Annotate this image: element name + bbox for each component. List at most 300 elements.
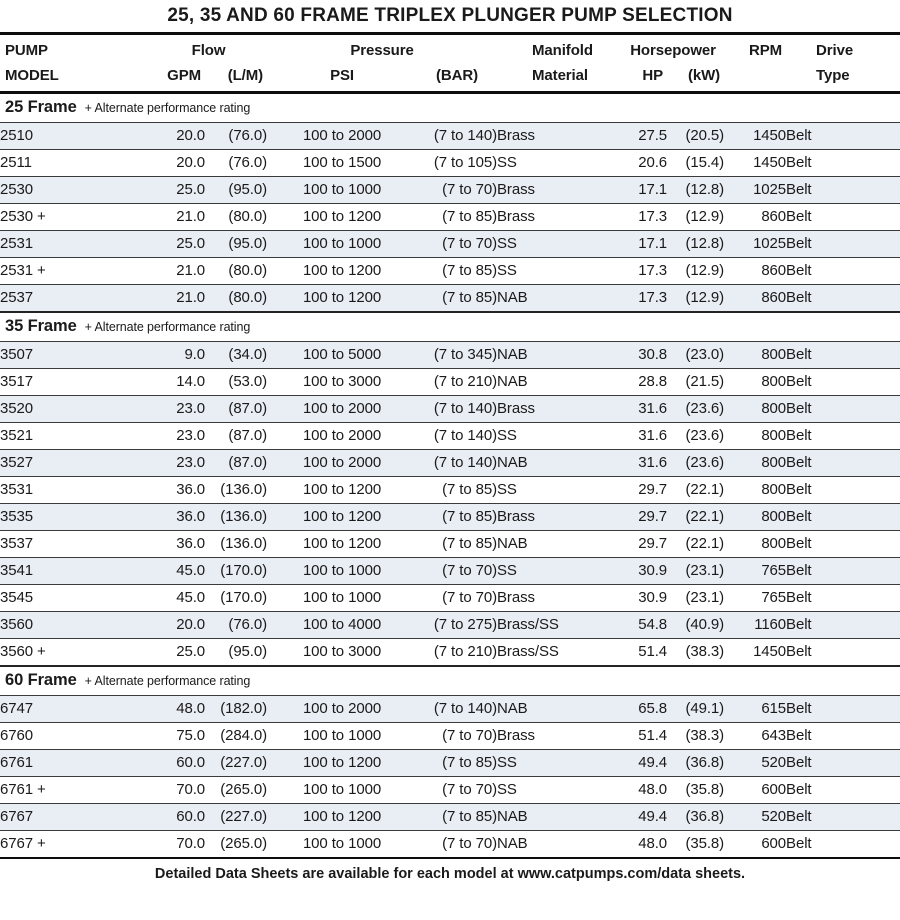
cell-horsepower-kw: (22.1) bbox=[667, 477, 724, 504]
cell-pressure-bar: (7 to 275) bbox=[417, 612, 497, 639]
cell-flow-lm: (136.0) bbox=[205, 531, 267, 558]
cell-flow-lm: (87.0) bbox=[205, 396, 267, 423]
cell-flow-gpm: 20.0 bbox=[150, 612, 205, 639]
cell-horsepower-hp: 30.9 bbox=[622, 585, 667, 612]
cell-drive-type: Belt bbox=[786, 804, 900, 831]
page-title: 25, 35 AND 60 FRAME TRIPLEX PLUNGER PUMP SELECTION bbox=[167, 5, 733, 26]
cell-model: 6760 bbox=[0, 723, 150, 750]
cell-pressure-psi: 100 to 1000 bbox=[267, 177, 417, 204]
cell-pressure-bar: (7 to 140) bbox=[417, 423, 497, 450]
cell-flow-gpm: 75.0 bbox=[150, 723, 205, 750]
cell-horsepower-kw: (38.3) bbox=[667, 723, 724, 750]
cell-horsepower-hp: 51.4 bbox=[622, 639, 667, 667]
table-row bbox=[0, 723, 900, 750]
footer-note: Detailed Data Sheets are available for each model at www.catpumps.com/data sheets. bbox=[154, 866, 746, 882]
cell-model: 3527 bbox=[0, 450, 150, 477]
cell-horsepower-kw: (12.8) bbox=[667, 231, 724, 258]
cell-flow-gpm: 20.0 bbox=[150, 150, 205, 177]
cell-manifold-material: Brass bbox=[497, 177, 622, 204]
cell-horsepower-kw: (40.9) bbox=[667, 612, 724, 639]
cell-manifold-material: Brass bbox=[497, 723, 622, 750]
cell-manifold-material: Brass bbox=[497, 396, 622, 423]
cell-horsepower-hp: 29.7 bbox=[622, 504, 667, 531]
table-row bbox=[0, 342, 900, 369]
table-row bbox=[0, 558, 900, 585]
header-hp: HP bbox=[642, 67, 664, 84]
header-pressure: Pressure bbox=[350, 42, 414, 59]
cell-flow-gpm: 36.0 bbox=[150, 504, 205, 531]
cell-horsepower-kw: (12.8) bbox=[667, 177, 724, 204]
cell-manifold-material: SS bbox=[497, 258, 622, 285]
cell-flow-gpm: 25.0 bbox=[150, 177, 205, 204]
cell-pressure-bar: (7 to 210) bbox=[417, 639, 497, 667]
cell-rpm: 800 bbox=[724, 369, 786, 396]
cell-rpm: 1025 bbox=[724, 177, 786, 204]
cell-rpm: 600 bbox=[724, 777, 786, 804]
cell-horsepower-kw: (23.0) bbox=[667, 342, 724, 369]
cell-flow-lm: (80.0) bbox=[205, 204, 267, 231]
cell-rpm: 1450 bbox=[724, 639, 786, 667]
cell-manifold-material: NAB bbox=[497, 831, 622, 859]
cell-model: 2531 + bbox=[0, 258, 150, 285]
cell-drive-type: Belt bbox=[786, 777, 900, 804]
cell-pressure-bar: (7 to 140) bbox=[417, 696, 497, 723]
cell-pressure-psi: 100 to 2000 bbox=[267, 396, 417, 423]
table-row bbox=[0, 369, 900, 396]
cell-horsepower-hp: 27.5 bbox=[622, 123, 667, 150]
cell-flow-gpm: 60.0 bbox=[150, 750, 205, 777]
cell-horsepower-kw: (23.6) bbox=[667, 423, 724, 450]
cell-manifold-material: SS bbox=[497, 777, 622, 804]
table-row bbox=[0, 750, 900, 777]
cell-horsepower-hp: 49.4 bbox=[622, 750, 667, 777]
cell-drive-type: Belt bbox=[786, 450, 900, 477]
cell-manifold-material: SS bbox=[497, 558, 622, 585]
cell-flow-gpm: 9.0 bbox=[150, 342, 205, 369]
cell-pressure-psi: 100 to 1000 bbox=[267, 231, 417, 258]
cell-flow-lm: (76.0) bbox=[205, 150, 267, 177]
cell-horsepower-hp: 48.0 bbox=[622, 777, 667, 804]
table-row bbox=[0, 423, 900, 450]
cell-model: 3541 bbox=[0, 558, 150, 585]
cell-flow-lm: (284.0) bbox=[205, 723, 267, 750]
cell-pressure-psi: 100 to 1000 bbox=[267, 585, 417, 612]
cell-drive-type: Belt bbox=[786, 369, 900, 396]
cell-pressure-psi: 100 to 3000 bbox=[267, 369, 417, 396]
cell-drive-type: Belt bbox=[786, 477, 900, 504]
cell-horsepower-hp: 30.9 bbox=[622, 558, 667, 585]
cell-manifold-material: Brass bbox=[497, 504, 622, 531]
cell-flow-gpm: 21.0 bbox=[150, 258, 205, 285]
cell-horsepower-hp: 31.6 bbox=[622, 423, 667, 450]
cell-flow-gpm: 25.0 bbox=[150, 231, 205, 258]
cell-flow-gpm: 21.0 bbox=[150, 285, 205, 313]
table-row bbox=[0, 231, 900, 258]
cell-model: 6761 bbox=[0, 750, 150, 777]
cell-horsepower-hp: 17.1 bbox=[622, 231, 667, 258]
cell-horsepower-hp: 48.0 bbox=[622, 831, 667, 859]
header-material: Material bbox=[532, 67, 588, 84]
cell-horsepower-kw: (36.8) bbox=[667, 804, 724, 831]
cell-model: 2530 + bbox=[0, 204, 150, 231]
table-row bbox=[0, 258, 900, 285]
cell-flow-gpm: 60.0 bbox=[150, 804, 205, 831]
cell-pressure-bar: (7 to 70) bbox=[417, 558, 497, 585]
section-note: + Alternate performance rating bbox=[84, 320, 251, 334]
cell-model: 2531 bbox=[0, 231, 150, 258]
header-manifold: Manifold bbox=[532, 42, 593, 59]
cell-pressure-bar: (7 to 70) bbox=[417, 585, 497, 612]
cell-model: 6767 bbox=[0, 804, 150, 831]
cell-pressure-bar: (7 to 85) bbox=[417, 504, 497, 531]
table-row bbox=[0, 123, 900, 150]
cell-flow-lm: (87.0) bbox=[205, 450, 267, 477]
cell-manifold-material: NAB bbox=[497, 285, 622, 313]
cell-horsepower-kw: (23.1) bbox=[667, 585, 724, 612]
cell-horsepower-kw: (23.6) bbox=[667, 396, 724, 423]
cell-pressure-bar: (7 to 345) bbox=[417, 342, 497, 369]
cell-model: 2537 bbox=[0, 285, 150, 313]
header-rpm-spacer bbox=[724, 63, 786, 93]
cell-drive-type: Belt bbox=[786, 258, 900, 285]
cell-flow-gpm: 23.0 bbox=[150, 396, 205, 423]
cell-rpm: 615 bbox=[724, 696, 786, 723]
cell-flow-lm: (227.0) bbox=[205, 804, 267, 831]
table-row bbox=[0, 777, 900, 804]
cell-drive-type: Belt bbox=[786, 531, 900, 558]
cell-pressure-psi: 100 to 4000 bbox=[267, 612, 417, 639]
cell-drive-type: Belt bbox=[786, 750, 900, 777]
cell-model: 3560 bbox=[0, 612, 150, 639]
cell-rpm: 520 bbox=[724, 750, 786, 777]
cell-manifold-material: SS bbox=[497, 477, 622, 504]
cell-manifold-material: NAB bbox=[497, 804, 622, 831]
cell-flow-lm: (53.0) bbox=[205, 369, 267, 396]
table-row bbox=[0, 204, 900, 231]
section-35-frame bbox=[0, 312, 900, 666]
cell-flow-lm: (136.0) bbox=[205, 504, 267, 531]
cell-pressure-psi: 100 to 2000 bbox=[267, 423, 417, 450]
cell-pressure-psi: 100 to 1200 bbox=[267, 204, 417, 231]
cell-pressure-bar: (7 to 85) bbox=[417, 285, 497, 313]
cell-flow-lm: (136.0) bbox=[205, 477, 267, 504]
table-row bbox=[0, 450, 900, 477]
pump-selection-table bbox=[0, 32, 900, 859]
cell-rpm: 600 bbox=[724, 831, 786, 859]
cell-horsepower-hp: 54.8 bbox=[622, 612, 667, 639]
cell-drive-type: Belt bbox=[786, 396, 900, 423]
cell-rpm: 765 bbox=[724, 585, 786, 612]
cell-horsepower-hp: 17.3 bbox=[622, 204, 667, 231]
cell-drive-type: Belt bbox=[786, 423, 900, 450]
cell-horsepower-kw: (12.9) bbox=[667, 285, 724, 313]
cell-flow-gpm: 45.0 bbox=[150, 558, 205, 585]
section-header-row bbox=[0, 312, 900, 342]
cell-rpm: 800 bbox=[724, 477, 786, 504]
header-gpm: GPM bbox=[167, 67, 201, 84]
cell-model: 3520 bbox=[0, 396, 150, 423]
cell-drive-type: Belt bbox=[786, 204, 900, 231]
cell-pressure-psi: 100 to 5000 bbox=[267, 342, 417, 369]
table-row bbox=[0, 585, 900, 612]
table-row bbox=[0, 504, 900, 531]
cell-model: 3521 bbox=[0, 423, 150, 450]
cell-flow-gpm: 36.0 bbox=[150, 531, 205, 558]
cell-rpm: 800 bbox=[724, 531, 786, 558]
cell-flow-lm: (95.0) bbox=[205, 177, 267, 204]
section-60-frame bbox=[0, 666, 900, 858]
cell-pressure-bar: (7 to 70) bbox=[417, 777, 497, 804]
cell-drive-type: Belt bbox=[786, 831, 900, 859]
section-25-frame bbox=[0, 93, 900, 313]
cell-pressure-bar: (7 to 70) bbox=[417, 723, 497, 750]
cell-flow-lm: (87.0) bbox=[205, 423, 267, 450]
cell-pressure-psi: 100 to 1000 bbox=[267, 558, 417, 585]
cell-pressure-bar: (7 to 210) bbox=[417, 369, 497, 396]
cell-horsepower-hp: 17.3 bbox=[622, 285, 667, 313]
cell-flow-gpm: 21.0 bbox=[150, 204, 205, 231]
cell-drive-type: Belt bbox=[786, 123, 900, 150]
cell-drive-type: Belt bbox=[786, 585, 900, 612]
cell-pressure-psi: 100 to 2000 bbox=[267, 696, 417, 723]
cell-rpm: 800 bbox=[724, 342, 786, 369]
cell-horsepower-kw: (12.9) bbox=[667, 258, 724, 285]
cell-manifold-material: NAB bbox=[497, 342, 622, 369]
header-lm: (L/M) bbox=[227, 67, 264, 84]
cell-horsepower-hp: 49.4 bbox=[622, 804, 667, 831]
cell-manifold-material: NAB bbox=[497, 531, 622, 558]
cell-drive-type: Belt bbox=[786, 231, 900, 258]
cell-rpm: 800 bbox=[724, 423, 786, 450]
cell-model: 6747 bbox=[0, 696, 150, 723]
section-note: + Alternate performance rating bbox=[84, 674, 251, 688]
cell-pressure-psi: 100 to 1200 bbox=[267, 285, 417, 313]
cell-rpm: 520 bbox=[724, 804, 786, 831]
cell-flow-lm: (227.0) bbox=[205, 750, 267, 777]
cell-rpm: 860 bbox=[724, 204, 786, 231]
cell-drive-type: Belt bbox=[786, 150, 900, 177]
section-title: 25 Frame bbox=[5, 98, 77, 116]
cell-flow-lm: (95.0) bbox=[205, 231, 267, 258]
cell-pressure-psi: 100 to 1000 bbox=[267, 723, 417, 750]
cell-pressure-psi: 100 to 3000 bbox=[267, 639, 417, 667]
section-title: 60 Frame bbox=[5, 671, 77, 689]
cell-manifold-material: NAB bbox=[497, 696, 622, 723]
cell-pressure-psi: 100 to 1200 bbox=[267, 477, 417, 504]
cell-horsepower-kw: (23.1) bbox=[667, 558, 724, 585]
cell-horsepower-hp: 20.6 bbox=[622, 150, 667, 177]
table-row bbox=[0, 396, 900, 423]
cell-drive-type: Belt bbox=[786, 639, 900, 667]
cell-horsepower-hp: 65.8 bbox=[622, 696, 667, 723]
cell-rpm: 1160 bbox=[724, 612, 786, 639]
cell-rpm: 1025 bbox=[724, 231, 786, 258]
table-row bbox=[0, 531, 900, 558]
cell-flow-lm: (265.0) bbox=[205, 777, 267, 804]
cell-pressure-bar: (7 to 85) bbox=[417, 804, 497, 831]
cell-rpm: 800 bbox=[724, 396, 786, 423]
cell-pressure-bar: (7 to 70) bbox=[417, 831, 497, 859]
header-psi: PSI bbox=[330, 67, 354, 84]
cell-rpm: 1450 bbox=[724, 150, 786, 177]
cell-pressure-psi: 100 to 2000 bbox=[267, 123, 417, 150]
cell-model: 3507 bbox=[0, 342, 150, 369]
cell-drive-type: Belt bbox=[786, 723, 900, 750]
cell-rpm: 1450 bbox=[724, 123, 786, 150]
header-flow: Flow bbox=[191, 42, 226, 59]
cell-manifold-material: SS bbox=[497, 231, 622, 258]
cell-flow-gpm: 14.0 bbox=[150, 369, 205, 396]
cell-manifold-material: Brass bbox=[497, 204, 622, 231]
cell-horsepower-kw: (22.1) bbox=[667, 531, 724, 558]
cell-rpm: 765 bbox=[724, 558, 786, 585]
cell-model: 3531 bbox=[0, 477, 150, 504]
header-rpm: RPM bbox=[749, 42, 783, 59]
cell-rpm: 860 bbox=[724, 285, 786, 313]
cell-pressure-bar: (7 to 140) bbox=[417, 396, 497, 423]
cell-horsepower-hp: 31.6 bbox=[622, 396, 667, 423]
header-pump: PUMP bbox=[5, 42, 48, 59]
cell-pressure-psi: 100 to 1000 bbox=[267, 831, 417, 859]
cell-horsepower-hp: 31.6 bbox=[622, 450, 667, 477]
cell-model: 3517 bbox=[0, 369, 150, 396]
cell-model: 6761 + bbox=[0, 777, 150, 804]
header-kw: (kW) bbox=[687, 67, 721, 84]
cell-pressure-bar: (7 to 85) bbox=[417, 204, 497, 231]
cell-flow-lm: (80.0) bbox=[205, 258, 267, 285]
cell-flow-lm: (34.0) bbox=[205, 342, 267, 369]
cell-flow-lm: (80.0) bbox=[205, 285, 267, 313]
cell-flow-lm: (182.0) bbox=[205, 696, 267, 723]
cell-rpm: 643 bbox=[724, 723, 786, 750]
cell-pressure-psi: 100 to 1200 bbox=[267, 531, 417, 558]
table-row bbox=[0, 612, 900, 639]
cell-model: 2510 bbox=[0, 123, 150, 150]
cell-drive-type: Belt bbox=[786, 696, 900, 723]
cell-horsepower-kw: (38.3) bbox=[667, 639, 724, 667]
cell-horsepower-kw: (22.1) bbox=[667, 504, 724, 531]
cell-horsepower-kw: (35.8) bbox=[667, 831, 724, 859]
cell-drive-type: Belt bbox=[786, 558, 900, 585]
cell-flow-gpm: 20.0 bbox=[150, 123, 205, 150]
cell-rpm: 800 bbox=[724, 450, 786, 477]
cell-manifold-material: NAB bbox=[497, 450, 622, 477]
cell-horsepower-kw: (35.8) bbox=[667, 777, 724, 804]
section-note: + Alternate performance rating bbox=[84, 101, 251, 115]
cell-pressure-bar: (7 to 85) bbox=[417, 477, 497, 504]
cell-flow-lm: (76.0) bbox=[205, 123, 267, 150]
cell-manifold-material: SS bbox=[497, 150, 622, 177]
cell-rpm: 800 bbox=[724, 504, 786, 531]
cell-manifold-material: SS bbox=[497, 750, 622, 777]
cell-pressure-bar: (7 to 85) bbox=[417, 531, 497, 558]
cell-manifold-material: SS bbox=[497, 423, 622, 450]
table-row bbox=[0, 477, 900, 504]
cell-model: 3535 bbox=[0, 504, 150, 531]
cell-horsepower-hp: 17.1 bbox=[622, 177, 667, 204]
table-row bbox=[0, 150, 900, 177]
cell-manifold-material: Brass/SS bbox=[497, 639, 622, 667]
cell-drive-type: Belt bbox=[786, 342, 900, 369]
cell-horsepower-hp: 30.8 bbox=[622, 342, 667, 369]
table-row bbox=[0, 804, 900, 831]
cell-horsepower-hp: 51.4 bbox=[622, 723, 667, 750]
cell-drive-type: Belt bbox=[786, 177, 900, 204]
cell-model: 3560 + bbox=[0, 639, 150, 667]
cell-pressure-bar: (7 to 105) bbox=[417, 150, 497, 177]
cell-model: 6767 + bbox=[0, 831, 150, 859]
header-model: MODEL bbox=[5, 67, 59, 84]
cell-pressure-bar: (7 to 70) bbox=[417, 177, 497, 204]
table-row bbox=[0, 285, 900, 313]
section-title: 35 Frame bbox=[5, 317, 77, 335]
cell-rpm: 860 bbox=[724, 258, 786, 285]
cell-pressure-bar: (7 to 85) bbox=[417, 750, 497, 777]
cell-horsepower-kw: (15.4) bbox=[667, 150, 724, 177]
cell-flow-gpm: 25.0 bbox=[150, 639, 205, 667]
cell-horsepower-kw: (36.8) bbox=[667, 750, 724, 777]
cell-flow-gpm: 48.0 bbox=[150, 696, 205, 723]
cell-flow-lm: (170.0) bbox=[205, 585, 267, 612]
cell-flow-gpm: 70.0 bbox=[150, 777, 205, 804]
cell-manifold-material: Brass bbox=[497, 585, 622, 612]
cell-pressure-psi: 100 to 2000 bbox=[267, 450, 417, 477]
cell-horsepower-hp: 17.3 bbox=[622, 258, 667, 285]
cell-horsepower-kw: (23.6) bbox=[667, 450, 724, 477]
table-row bbox=[0, 831, 900, 859]
cell-pressure-psi: 100 to 1200 bbox=[267, 504, 417, 531]
cell-pressure-psi: 100 to 1200 bbox=[267, 804, 417, 831]
cell-flow-gpm: 23.0 bbox=[150, 450, 205, 477]
cell-horsepower-kw: (12.9) bbox=[667, 204, 724, 231]
cell-manifold-material: NAB bbox=[497, 369, 622, 396]
cell-flow-lm: (95.0) bbox=[205, 639, 267, 667]
cell-manifold-material: Brass bbox=[497, 123, 622, 150]
cell-drive-type: Belt bbox=[786, 504, 900, 531]
cell-flow-gpm: 45.0 bbox=[150, 585, 205, 612]
cell-flow-lm: (76.0) bbox=[205, 612, 267, 639]
header-bar: (BAR) bbox=[436, 67, 479, 84]
cell-pressure-psi: 100 to 1000 bbox=[267, 777, 417, 804]
table-header bbox=[0, 34, 900, 93]
table-row bbox=[0, 177, 900, 204]
section-header-row bbox=[0, 666, 900, 696]
cell-model: 2530 bbox=[0, 177, 150, 204]
header-horsepower: Horsepower bbox=[630, 42, 716, 59]
cell-flow-lm: (265.0) bbox=[205, 831, 267, 859]
cell-pressure-bar: (7 to 85) bbox=[417, 258, 497, 285]
cell-pressure-bar: (7 to 70) bbox=[417, 231, 497, 258]
cell-pressure-bar: (7 to 140) bbox=[417, 450, 497, 477]
cell-flow-gpm: 23.0 bbox=[150, 423, 205, 450]
cell-drive-type: Belt bbox=[786, 285, 900, 313]
header-type: Type bbox=[816, 67, 850, 84]
table-row bbox=[0, 696, 900, 723]
cell-pressure-psi: 100 to 1200 bbox=[267, 258, 417, 285]
table-row bbox=[0, 639, 900, 667]
cell-model: 2511 bbox=[0, 150, 150, 177]
cell-horsepower-kw: (21.5) bbox=[667, 369, 724, 396]
cell-flow-gpm: 36.0 bbox=[150, 477, 205, 504]
section-header-row bbox=[0, 93, 900, 123]
cell-pressure-psi: 100 to 1500 bbox=[267, 150, 417, 177]
cell-model: 3545 bbox=[0, 585, 150, 612]
cell-pressure-bar: (7 to 140) bbox=[417, 123, 497, 150]
cell-manifold-material: Brass/SS bbox=[497, 612, 622, 639]
cell-flow-lm: (170.0) bbox=[205, 558, 267, 585]
cell-horsepower-hp: 29.7 bbox=[622, 531, 667, 558]
cell-horsepower-hp: 29.7 bbox=[622, 477, 667, 504]
